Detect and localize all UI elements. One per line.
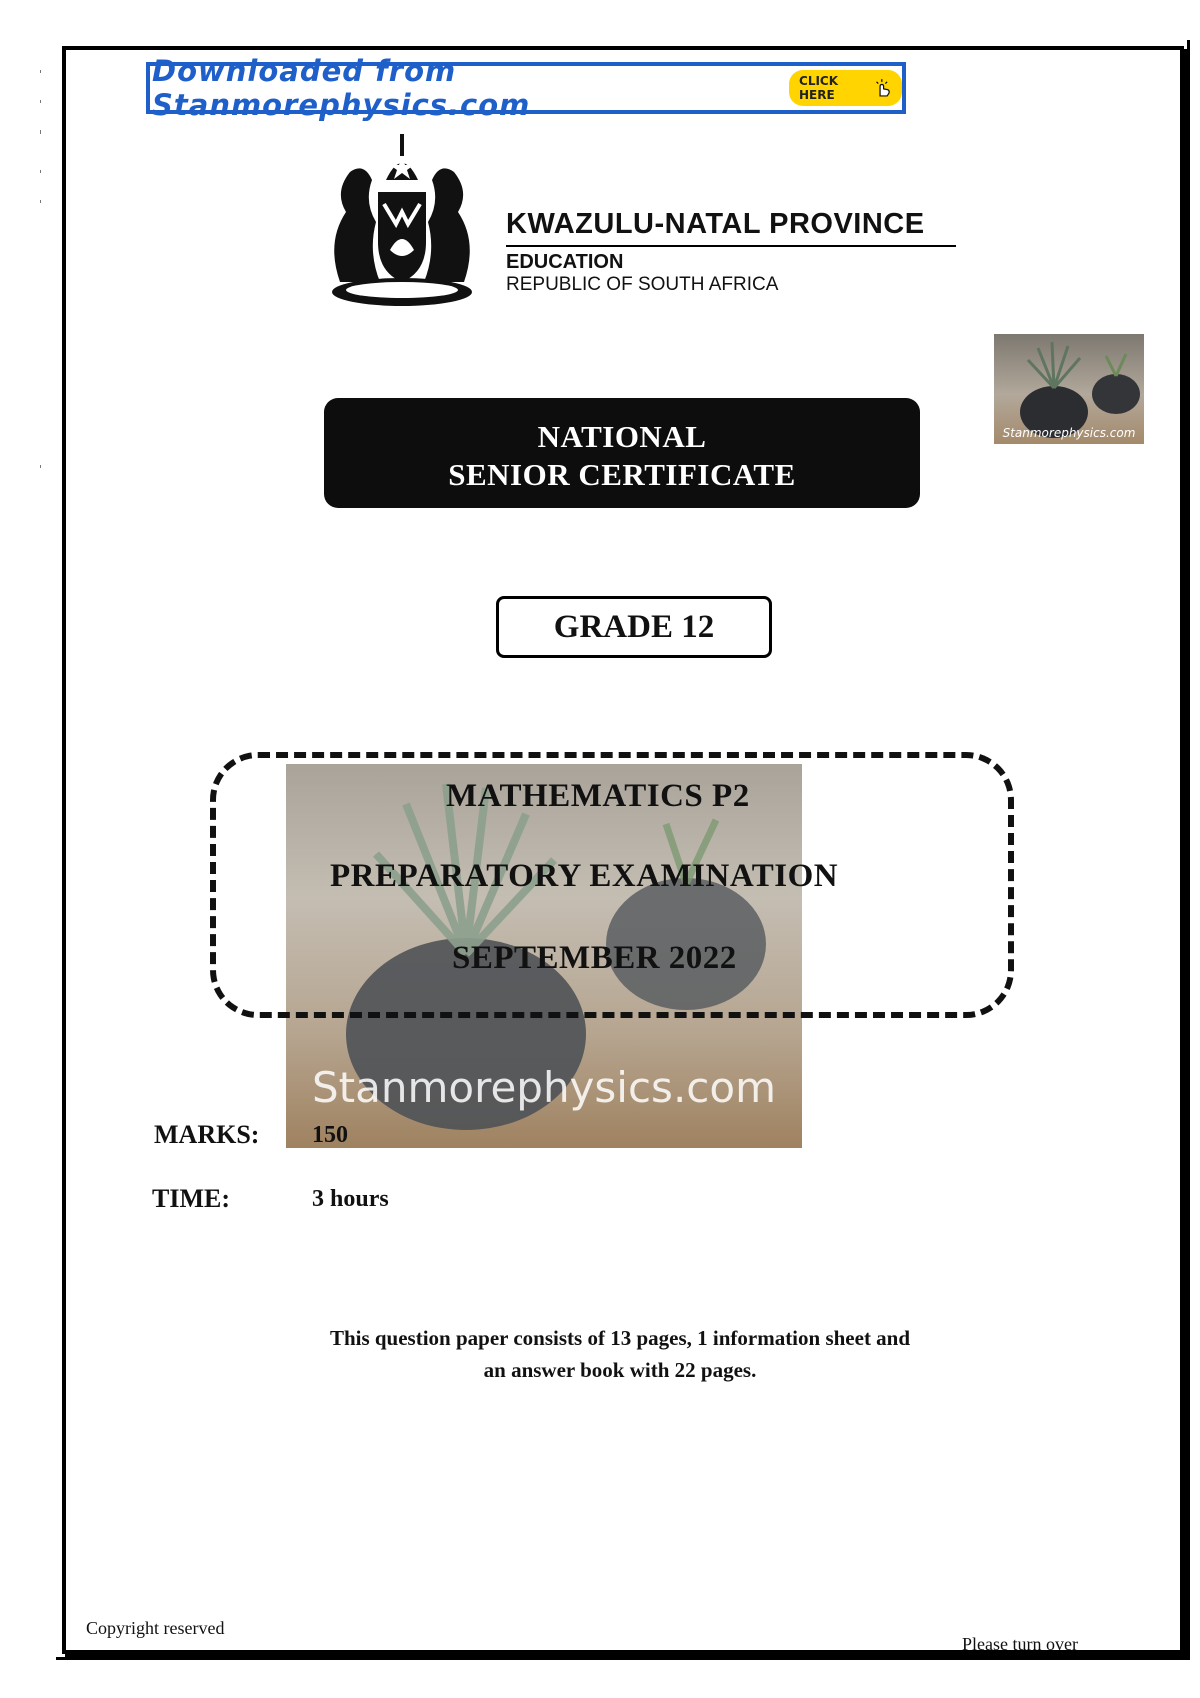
province-title: KWAZULU-NATAL PROVINCE	[506, 208, 956, 247]
province-header	[506, 208, 956, 296]
department-name: EDUCATION	[506, 251, 624, 273]
exam-type: PREPARATORY EXAMINATION	[330, 858, 839, 894]
click-here-button[interactable]	[789, 70, 902, 106]
scan-margin-marks	[36, 70, 46, 490]
watermark-text: Stanmorephysics.com	[312, 1063, 776, 1112]
national-senior-certificate-banner	[324, 398, 920, 508]
plant-thumbnail-image	[994, 334, 1144, 444]
certificate-line-1: NATIONAL	[537, 419, 707, 454]
certificate-line-2: SENIOR CERTIFICATE	[448, 457, 796, 492]
download-banner-link[interactable]	[146, 54, 906, 122]
thumbnail-caption: Stanmorephysics.com	[1002, 426, 1136, 440]
coat-of-arms-icon	[320, 132, 484, 312]
grade-label: GRADE 12	[496, 596, 772, 658]
marks-label: MARKS:	[154, 1120, 260, 1149]
composition-line-2: an answer book with 22 pages.	[483, 1358, 757, 1382]
turn-over-footer: Please turn over	[962, 1634, 1078, 1654]
time-label: TIME:	[152, 1184, 230, 1213]
download-text: Downloaded from Stanmorephysics.com	[152, 54, 531, 122]
subject-title: MATHEMATICS P2	[446, 778, 750, 814]
pointer-hand-icon	[873, 77, 892, 99]
exam-date: SEPTEMBER 2022	[452, 940, 737, 976]
copyright-footer: Copyright reserved	[86, 1618, 225, 1638]
marks-value: 150	[312, 1122, 348, 1148]
paper-composition-note	[260, 1322, 980, 1386]
composition-line-1: This question paper consists of 13 pages, 1 information sheet and	[329, 1326, 911, 1350]
republic-name: REPUBLIC OF SOUTH AFRICA	[506, 274, 779, 295]
time-value: 3 hours	[312, 1186, 389, 1212]
click-here-label: CLICK HERE	[799, 74, 839, 102]
